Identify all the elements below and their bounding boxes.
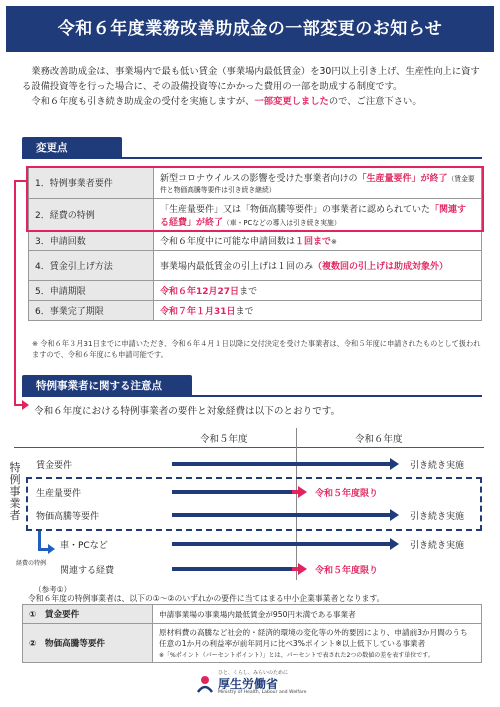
changes-key: 2．経費の特例 bbox=[29, 199, 154, 231]
arrow-head-icon bbox=[390, 458, 399, 470]
reference-row bbox=[23, 605, 482, 624]
footer-tagline: ひと、くらし、みらいのために bbox=[218, 670, 289, 676]
side-label: 特例事業者 bbox=[9, 461, 21, 522]
changes-row bbox=[29, 251, 482, 281]
ministry-logo-icon bbox=[196, 674, 214, 694]
connector-vertical bbox=[14, 180, 16, 406]
connector-arrow-icon bbox=[22, 400, 29, 410]
expense-label: 経費の特例 bbox=[16, 560, 47, 567]
row-bar bbox=[172, 513, 392, 517]
row-bar bbox=[172, 542, 392, 546]
expense-arrow-icon bbox=[48, 544, 55, 554]
row-result: 引き続き実施 bbox=[410, 541, 465, 551]
reference-table bbox=[22, 604, 482, 663]
changes-key: 5．申請期限 bbox=[29, 281, 154, 301]
intro-paragraph-1: 業務改善助成金は、事業場内で最も低い賃金（事業場内最低賃金）を30円以上引き上げ、生産性向上に資する設備投資等を行った場合に、その設備投資等にかかった費用の一部を助成する制度です。 bbox=[22, 66, 480, 92]
row-label: 賃金要件 bbox=[36, 461, 73, 471]
footer-ministry: 厚生労働省 bbox=[218, 677, 279, 691]
special-heading-rule bbox=[22, 395, 482, 397]
row-result: 令和５年度限り bbox=[315, 566, 379, 576]
changes-heading-rule bbox=[22, 157, 482, 159]
reference-lead: 令和６年度の特例事業者は、以下の①～②のいずれかの要件に当てはまる中小企業事業者となります。 bbox=[28, 594, 385, 603]
changes-value: 令和６年12月27日まで bbox=[154, 281, 482, 301]
page-title: 令和６年度業務改善助成金の一部変更のお知らせ bbox=[6, 6, 494, 52]
row-bar bbox=[172, 490, 292, 494]
reference-value: 原材料費の高騰など社会的・経済的環境の変化等の外的要因により、申請前3か月間のうち任意の1か月の利益率が前年同月に比べ3%ポイント※以上低下している事業者 ※「%ポイント（パーセントポイント）」とは、パーセントで表された2つの数値の差を表す単位です。 bbox=[153, 624, 482, 663]
intro-text bbox=[22, 64, 480, 109]
changes-key: 6．事業完了期限 bbox=[29, 301, 154, 321]
changes-key: 3．申請回数 bbox=[29, 231, 154, 251]
changes-value: 令和６年度中に可能な申請回数は１回まで※ bbox=[154, 231, 482, 251]
changes-value: 「生産量要件」又は「物価高騰等要件」の事業者に認められていた「関連する経費」が終了（車・PCなどの導入は引き続き実施） bbox=[154, 199, 482, 231]
row-label: 関連する経費 bbox=[60, 566, 115, 576]
special-heading: 特例事業者に関する注意点 bbox=[22, 375, 192, 397]
row-label: 車・PCなど bbox=[60, 541, 108, 551]
arrow-head-icon bbox=[390, 509, 399, 521]
dashed-highlight bbox=[26, 477, 482, 531]
changes-key: 1．特例事業者要件 bbox=[29, 167, 154, 199]
row-bar bbox=[172, 567, 292, 571]
arrow-head-icon bbox=[298, 563, 307, 575]
footer-english: Ministry of Health, Labour and Welfare bbox=[218, 690, 307, 695]
changes-row bbox=[29, 301, 482, 321]
row-result: 引き続き実施 bbox=[410, 461, 465, 471]
highlight-box bbox=[26, 166, 484, 232]
reference-value: 申請事業場の事業場内最低賃金が950円未満である事業者 bbox=[153, 605, 482, 624]
changes-key: 4．賃金引上げ方法 bbox=[29, 251, 154, 281]
row-label: 生産量要件 bbox=[36, 489, 82, 499]
col-fy5: 令和５年度 bbox=[200, 434, 248, 445]
reference-caption: （参考①） bbox=[34, 585, 72, 594]
arrow-head-icon bbox=[390, 538, 399, 550]
col-fy6: 令和６年度 bbox=[355, 434, 403, 445]
intro-paragraph-2: 令和６年度も引き続き助成金の受付を実施しますが、一部変更しましたので、ご注意下さい。 bbox=[31, 96, 422, 107]
timeline-header-rule bbox=[14, 447, 484, 448]
reference-row bbox=[23, 624, 482, 663]
row-label: 物価高騰等要件 bbox=[36, 512, 100, 522]
changes-value: 事業場内最低賃金の引上げは１回のみ（複数回の引上げは助成対象外） bbox=[154, 251, 482, 281]
changes-row bbox=[29, 281, 482, 301]
arrow-head-icon bbox=[298, 486, 307, 498]
row-bar bbox=[172, 462, 392, 466]
reference-key: ② 物価高騰等要件 bbox=[23, 624, 153, 663]
changes-value: 令和７年１月31日まで bbox=[154, 301, 482, 321]
row-result: 令和５年度限り bbox=[315, 489, 379, 499]
changes-row bbox=[29, 231, 482, 251]
changes-value: 新型コロナウイルスの影響を受けた事業者向けの「生産量要件」が終了（賃金要件と物価高騰等要件は引き続き継続） bbox=[154, 167, 482, 199]
reference-key: ① 賃金要件 bbox=[23, 605, 153, 624]
row-result: 引き続き実施 bbox=[410, 512, 465, 522]
changes-note: ※ 令和６年３月31日までに申請いただき、令和６年４月１日以降に交付決定を受けた事業者は、令和５年度に申請されたものとして扱われますので、令和６年度にも申請可能です。 bbox=[32, 339, 481, 359]
changes-heading: 変更点 bbox=[22, 137, 122, 159]
special-lead: 令和６年度における特例事業者の要件と対象経費は以下のとおりです。 bbox=[34, 406, 341, 417]
